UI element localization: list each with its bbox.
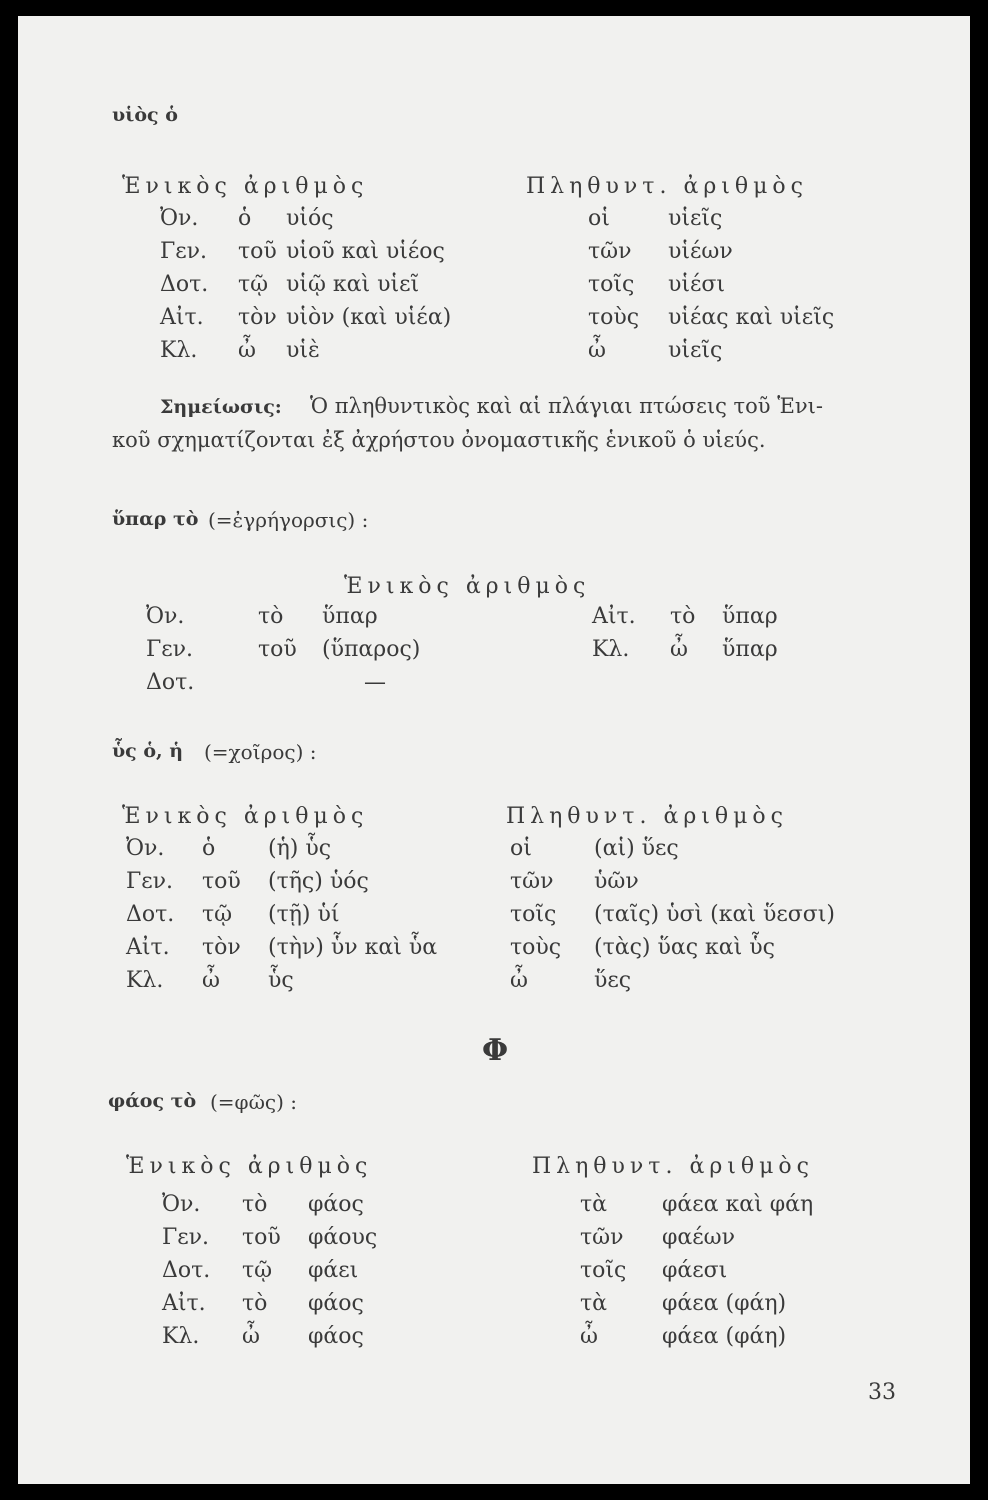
singular-form: υἱός [286, 206, 334, 231]
article: ὦ [238, 338, 256, 363]
case-label: Γεν. [162, 1225, 210, 1250]
case-label: Δοτ. [160, 272, 209, 297]
article: τοῦ [238, 239, 277, 264]
gloss-hypar: (=ἐγρήγορσις) : [208, 508, 369, 532]
singular-header-hypar: Ἑνικὸς ἀριθμὸς [344, 574, 591, 599]
case-label: Αἰτ. [126, 935, 170, 960]
plural-article: τῶν [510, 869, 554, 894]
singular-form: υἱοῦ καὶ υἱέος [286, 239, 445, 264]
singular-header-phaos: Ἑνικὸς ἀριθμὸς [126, 1154, 373, 1179]
singular-form: φάος [308, 1192, 364, 1217]
plural-form: (ταῖς) ὑσὶ (καὶ ὕεσσι) [594, 902, 835, 927]
plural-form: υἱεῖς [668, 338, 723, 363]
gloss-phaos: (=φῶς) : [210, 1090, 297, 1114]
plural-article: τοὺς [588, 305, 640, 330]
article: τοῦ [242, 1225, 281, 1250]
plural-article: οἱ [588, 206, 610, 231]
note-label: Σημείωσις: [160, 396, 282, 418]
case-label: Γεν. [126, 869, 174, 894]
headword-hys: ὗς ὁ, ἡ [112, 740, 184, 762]
singular-form: φάει [308, 1258, 359, 1283]
article: τὸ [242, 1291, 268, 1316]
case-label: Αἰτ. [162, 1291, 206, 1316]
section-letter-phi: Φ [482, 1033, 509, 1068]
plural-form: φάεα (φάη) [662, 1291, 787, 1316]
case-label: Δοτ. [146, 670, 195, 695]
plural-article: τοῖς [588, 272, 635, 297]
note-line-2: κοῦ σχηματίζονται ἐξ ἀχρήστου ὀνομαστικῆς ἑνικοῦ ὁ υἱεύς. [112, 428, 766, 452]
plural-article: τοὺς [510, 935, 562, 960]
plural-article: τὰ [580, 1192, 608, 1217]
plural-form: ὑῶν [594, 869, 639, 894]
headword-phaos: φάος τὸ [108, 1090, 197, 1112]
plural-article: ὦ [588, 338, 606, 363]
plural-form: φάεα (φάη) [662, 1324, 787, 1349]
plural-form: φάεα καὶ φάη [662, 1192, 814, 1217]
case-label: Δοτ. [162, 1258, 211, 1283]
case-label: Κλ. [592, 637, 630, 662]
singular-form: υἱὸν (καὶ υἱέα) [286, 305, 452, 330]
article: τὸ [258, 604, 284, 629]
page-number: 33 [868, 1380, 896, 1405]
case-label: Κλ. [160, 338, 198, 363]
singular-form: φάος [308, 1324, 364, 1349]
article: τὸ [242, 1192, 268, 1217]
case-label: Δοτ. [126, 902, 175, 927]
plural-article: τῶν [588, 239, 632, 264]
plural-form: φάεσι [662, 1258, 728, 1283]
singular-form: (ἡ) ὗς [268, 836, 332, 861]
gloss-hys: (=χοῖρος) : [204, 740, 317, 764]
plural-article: τὰ [580, 1291, 608, 1316]
singular-header-uios: Ἑνικὸς ἀριθμὸς [122, 174, 369, 199]
note-line-1: Ὁ πληθυντικὸς καὶ αἱ πλάγιαι πτώσεις τοῦ Ἑνι- [310, 394, 824, 418]
article: ὁ [202, 836, 216, 861]
case-label: Ὀν. [162, 1192, 201, 1217]
case-label: Ὀν. [126, 836, 165, 861]
singular-form: ὕπαρ [722, 604, 778, 629]
case-label: Αἰτ. [160, 305, 204, 330]
plural-header-phaos: Πληθυντ. ἀριθμὸς [532, 1154, 814, 1179]
article: τῷ [238, 272, 269, 297]
plural-form: (αἱ) ὕες [594, 836, 679, 861]
singular-form: — [364, 670, 386, 695]
singular-form: ὕπαρ [322, 604, 378, 629]
article: ὦ [202, 968, 220, 993]
plural-form: υἱέσι [668, 272, 726, 297]
article: ὦ [670, 637, 688, 662]
article: ὦ [242, 1324, 260, 1349]
plural-article: τοῖς [580, 1258, 627, 1283]
plural-form: υἱέας καὶ υἱεῖς [668, 305, 835, 330]
plural-header-uios: Πληθυντ. ἀριθμὸς [526, 174, 808, 199]
plural-header-hys: Πληθυντ. ἀριθμὸς [506, 804, 788, 829]
article: τῷ [202, 902, 233, 927]
article: τὸ [670, 604, 696, 629]
article: τοῦ [202, 869, 241, 894]
plural-form: (τὰς) ὕας καὶ ὗς [594, 935, 775, 960]
plural-article: ὦ [580, 1324, 598, 1349]
case-label: Ὀν. [160, 206, 199, 231]
singular-form: (τῆς) ὑός [268, 869, 369, 894]
plural-article: τῶν [580, 1225, 624, 1250]
singular-form: (τῇ) ὑί [268, 902, 340, 927]
case-label: Γεν. [146, 637, 194, 662]
singular-form: ὕπαρ [722, 637, 778, 662]
singular-form: φάους [308, 1225, 378, 1250]
case-label: Γεν. [160, 239, 208, 264]
singular-form: υἱῷ καὶ υἱεῖ [286, 272, 420, 297]
headword-hypar: ὕπαρ τὸ [112, 508, 199, 530]
plural-form: ὕες [594, 968, 632, 993]
plural-article: τοῖς [510, 902, 557, 927]
case-label: Αἰτ. [592, 604, 636, 629]
plural-form: υἱέων [668, 239, 733, 264]
article: τοῦ [258, 637, 297, 662]
case-label: Κλ. [126, 968, 164, 993]
singular-form: φάος [308, 1291, 364, 1316]
article: τὸν [202, 935, 241, 960]
book-page [18, 16, 970, 1484]
singular-form: (ὕπαρος) [322, 637, 421, 662]
article: τῷ [242, 1258, 273, 1283]
headword-uios: υἱὸς ὁ [112, 104, 178, 126]
singular-form: ὗς [268, 968, 294, 993]
plural-article: οἱ [510, 836, 532, 861]
plural-form: φαέων [662, 1225, 735, 1250]
plural-article: ὦ [510, 968, 528, 993]
plural-form: υἱεῖς [668, 206, 723, 231]
article: τὸν [238, 305, 277, 330]
case-label: Ὀν. [146, 604, 185, 629]
article: ὁ [238, 206, 252, 231]
singular-form: (τὴν) ὗν καὶ ὗα [268, 935, 438, 960]
case-label: Κλ. [162, 1324, 200, 1349]
singular-form: υἱὲ [286, 338, 320, 363]
singular-header-hys: Ἑνικὸς ἀριθμὸς [122, 804, 369, 829]
